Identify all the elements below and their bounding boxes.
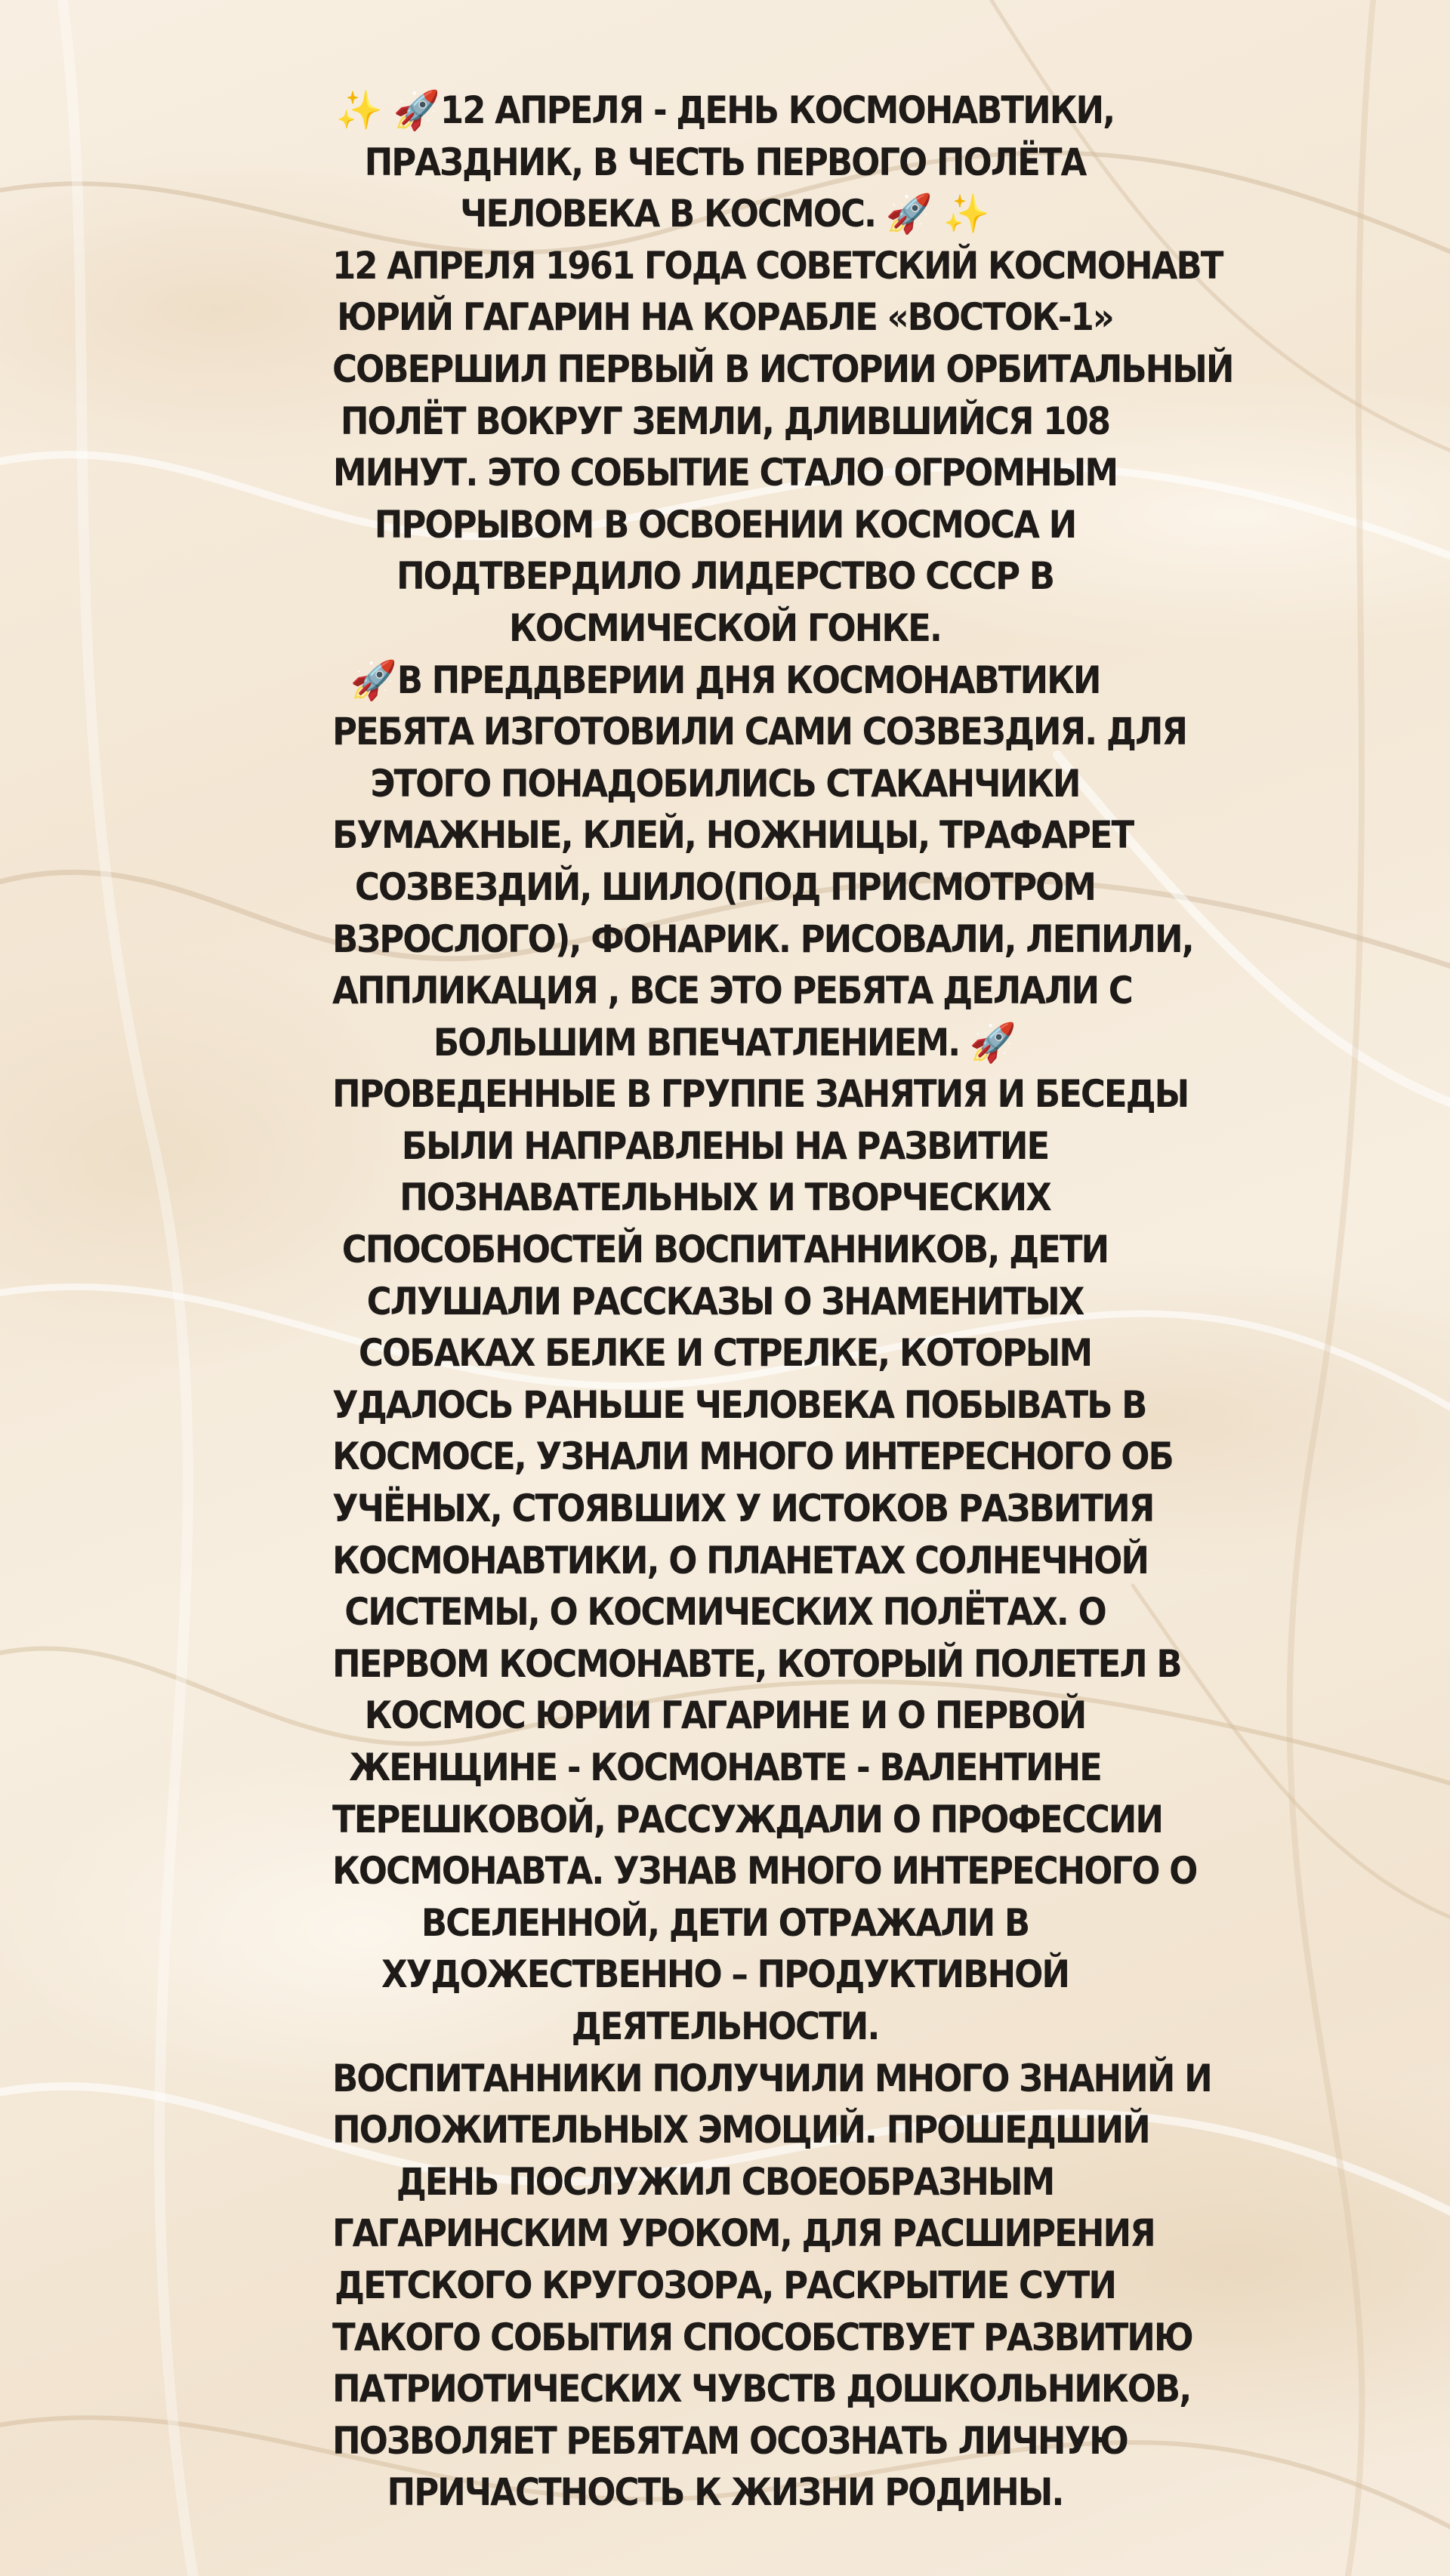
text-line-28: УЧЁНЫХ, СТОЯВШИХ У ИСТОКОВ РАЗВИТИЯ: [332, 1487, 1154, 1531]
text-line-29: КОСМОНАВТИКИ, О ПЛАНЕТАХ СОЛНЕЧНОЙ: [332, 1538, 1149, 1582]
text-line-44: ТАКОГО СОБЫТИЯ СПОСОБСТВУЕТ РАЗВИТИЮ: [332, 2315, 1192, 2359]
sparkles-emoji-icon: ✨: [942, 192, 990, 236]
text-line-15: БУМАЖНЫЕ, КЛЕЙ, НОЖНИЦЫ, ТРАФАРЕТ: [332, 813, 1134, 858]
text-line-31: ПЕРВОМ КОСМОНАВТЕ, КОТОРЫЙ ПОЛЕТЕЛ В: [332, 1641, 1181, 1686]
text-line-9: ПРОРЫВОМ В ОСВОЕНИИ КОСМОСА И: [374, 502, 1076, 547]
text-line-14: ЭТОГО ПОНАДОБИЛИСЬ СТАКАНЧИКИ: [370, 761, 1080, 806]
text-line-12: 🚀В ПРЕДДВЕРИИ ДНЯ КОСМОНАВТИКИ: [350, 658, 1100, 702]
text-line-4: 12 АПРЕЛЯ 1961 ГОДА СОВЕТСКИЙ КОСМОНАВТ: [332, 243, 1223, 288]
rocket-emoji-icon: 🚀: [350, 658, 397, 702]
text-line-33: ЖЕНЩИНЕ - КОСМОНАВТЕ - ВАЛЕНТИНЕ: [349, 1746, 1101, 1789]
text-line-17: ВЗРОСЛОГО), ФОНАРИК. РИСОВАЛИ, ЛЕПИЛИ,: [332, 917, 1193, 961]
text-line-1: ✨ 🚀12 АПРЕЛЯ - ДЕНЬ КОСМОНАВТИКИ,: [335, 88, 1115, 132]
text-line-25: СОБАКАХ БЕЛКЕ И СТРЕЛКЕ, КОТОРЫМ: [358, 1331, 1092, 1376]
text-line-36: ВСЕЛЕННОЙ, ДЕТИ ОТРАЖАЛИ В: [421, 1900, 1029, 1945]
text-line-32: КОСМОС ЮРИИ ГАГАРИНЕ И О ПЕРВОЙ: [364, 1693, 1086, 1738]
text-line-3: ЧЕЛОВЕКА В КОСМОС. 🚀 ✨: [460, 192, 990, 236]
text-line-20: ПРОВЕДЕННЫЕ В ГРУППЕ ЗАНЯТИЯ И БЕСЕДЫ: [332, 1072, 1189, 1117]
text-line-23: СПОСОБНОСТЕЙ ВОСПИТАННИКОВ, ДЕТИ: [341, 1228, 1109, 1272]
text-line-37: ХУДОЖЕСТВЕННО – ПРОДУКТИВНОЙ: [381, 1952, 1069, 1997]
text-line-13: РЕБЯТА ИЗГОТОВИЛИ САМИ СОЗВЕЗДИЯ. ДЛЯ: [332, 710, 1186, 754]
text-line-22: ПОЗНАВАТЕЛЬНЫХ И ТВОРЧЕСКИХ: [400, 1176, 1050, 1220]
text-line-47: ПРИЧАСТНОСТЬ К ЖИЗНИ РОДИНЫ.: [387, 2470, 1063, 2515]
text-line-45: ПАТРИОТИЧЕСКИХ ЧУВСТВ ДОШКОЛЬНИКОВ,: [332, 2367, 1191, 2411]
text-line-38: ДЕЯТЕЛЬНОСТИ.: [571, 2004, 879, 2048]
text-line-30: СИСТЕМЫ, О КОСМИЧЕСКИХ ПОЛЁТАХ. О: [344, 1590, 1106, 1635]
text-line-11: КОСМИЧЕСКОЙ ГОНКЕ.: [509, 605, 941, 650]
rocket-emoji-icon: 🚀: [393, 88, 440, 132]
text-line-40: ПОЛОЖИТЕЛЬНЫХ ЭМОЦИЙ. ПРОШЕДШИЙ: [332, 2108, 1149, 2152]
text-line-46: ПОЗВОЛЯЕТ РЕБЯТАМ ОСОЗНАТЬ ЛИЧНУЮ: [332, 2418, 1128, 2463]
text-line-18: АППЛИКАЦИЯ , ВСЕ ЭТО РЕБЯТА ДЕЛАЛИ С: [332, 969, 1132, 1013]
text-line-10: ПОДТВЕРДИЛО ЛИДЕРСТВО СССР В: [396, 554, 1054, 599]
text-line-24: СЛУШАЛИ РАССКАЗЫ О ЗНАМЕНИТЫХ: [366, 1279, 1084, 1323]
text-line-42: ГАГАРИНСКИМ УРОКОМ, ДЛЯ РАСШИРЕНИЯ: [332, 2211, 1155, 2256]
text-line-6: СОВЕРШИЛ ПЕРВЫЙ В ИСТОРИИ ОРБИТАЛЬНЫЙ: [332, 347, 1233, 391]
text-line-34: ТЕРЕШКОВОЙ, РАССУЖДАЛИ О ПРОФЕССИИ: [332, 1797, 1163, 1841]
text-line-27: КОСМОСЕ, УЗНАЛИ МНОГО ИНТЕРЕСНОГО ОБ: [332, 1434, 1173, 1479]
text-line-39: ВОСПИТАННИКИ ПОЛУЧИЛИ МНОГО ЗНАНИЙ И: [332, 2056, 1211, 2100]
text-line-2: ПРАЗДНИК, В ЧЕСТЬ ПЕРВОГО ПОЛЁТА: [364, 140, 1086, 184]
text-line-41: ДЕНЬ ПОСЛУЖИЛ СВОЕОБРАЗНЫМ: [396, 2159, 1054, 2204]
rocket-emoji-icon: 🚀: [969, 1020, 1017, 1065]
rocket-emoji-icon: 🚀: [885, 192, 933, 236]
text-line-26: УДАЛОСЬ РАНЬШЕ ЧЕЛОВЕКА ПОБЫВАТЬ В: [332, 1382, 1146, 1427]
text-line-35: КОСМОНАВТА. УЗНАВ МНОГО ИНТЕРЕСНОГО О: [332, 1849, 1197, 1893]
text-line-8: МИНУТ. ЭТО СОБЫТИЕ СТАЛО ОГРОМНЫМ: [332, 451, 1118, 495]
text-line-16: СОЗВЕЗДИЙ, ШИЛО(ПОД ПРИСМОТРОМ: [354, 864, 1096, 909]
text-line-43: ДЕТСКОГО КРУГОЗОРА, РАСКРЫТИЕ СУТИ: [335, 2263, 1115, 2307]
text-line-19: БОЛЬШИМ ВПЕЧАТЛЕНИЕМ. 🚀: [433, 1020, 1017, 1065]
main-text-block: [332, 85, 1233, 2519]
text-line-21: БЫЛИ НАПРАВЛЕНЫ НА РАЗВИТИЕ: [401, 1123, 1049, 1168]
sparkles-emoji-icon: ✨: [335, 88, 383, 132]
text-line-7: ПОЛЁТ ВОКРУГ ЗЕМЛИ, ДЛИВШИЙСЯ 108: [340, 399, 1110, 443]
text-line-5: ЮРИЙ ГАГАРИН НА КОРАБЛЕ «ВОСТОК-1»: [337, 295, 1113, 340]
